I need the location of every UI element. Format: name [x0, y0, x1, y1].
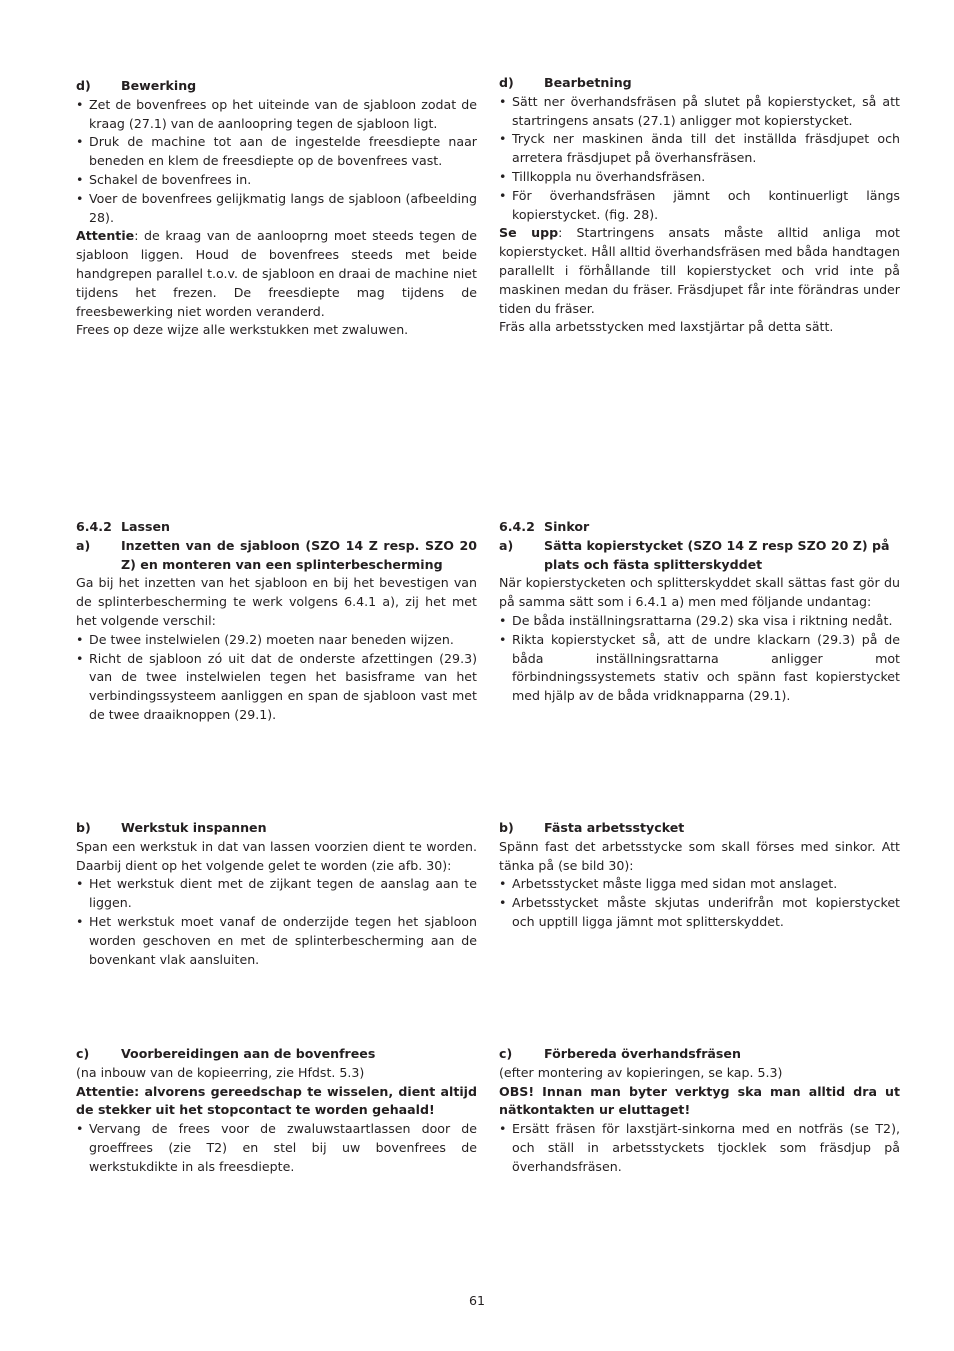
section-number: c) — [76, 1046, 90, 1061]
section-heading — [76, 77, 477, 96]
section-title: Bearbetning — [544, 75, 632, 90]
attention-paragraph — [499, 224, 900, 318]
sv-section-forbereda — [499, 1045, 900, 1177]
list-item: • Druk de machine tot aan de ingestelde freesdiepte naar beneden en klem de freesdiepte op de bovenfrees vast. — [76, 133, 477, 171]
sv-section-bearbetning — [499, 74, 900, 337]
section-title: Lassen — [121, 519, 171, 534]
bullet-list — [499, 612, 900, 706]
subsection-title: Sätta kopierstycket (SZO 14 Z resp SZO 20 Z) på plats och fästa splitterskyddet — [544, 537, 890, 572]
list-item: • Richt de sjabloon zó uit dat de onderste afzettingen (29.3) van de twee instelwielen tegen het basisframe van het verbindingssysteem aanliggen en span de sjabloon vast met de twee draaiknoppen (29.1). — [76, 650, 477, 725]
section-heading — [76, 1045, 477, 1064]
section-number: d) — [499, 75, 514, 90]
list-item: • Ersätt fräsen för laxstjärt-sinkorna med en notfräs (se T2), och ställ in arbetsstyckets tjocklek som fräsdjup på överhandsfräsen. — [499, 1120, 900, 1176]
bullet-list — [76, 631, 477, 725]
section-number: d) — [76, 78, 91, 93]
list-item: • Vervang de frees voor de zwaluwstaartlassen door de groeffrees (zie T2) en stel bij uw bovenfrees de werkstukdikte in als freesdiepte. — [76, 1120, 477, 1176]
list-item: • De båda inställningsrattarna (29.2) ska visa i riktning nedåt. — [499, 612, 900, 631]
subsection-heading — [76, 537, 477, 575]
note-paragraph: (na inbouw van de kopieerring, zie Hfdst. 5.3) — [76, 1064, 365, 1080]
section-number: b) — [76, 820, 91, 835]
warning-paragraph: OBS! Innan man byter verktyg ska man alltid dra ut nätkontakten ur eluttaget! — [499, 1083, 900, 1118]
bullet-list — [76, 875, 477, 969]
intro-paragraph: Ga bij het inzetten van het sjabloon en bij het bevestigen van de splinterbescherming te werk volgens 6.4.1 a), zij het met het volgende verschil: — [76, 575, 477, 628]
subsection-heading — [499, 537, 900, 575]
list-item: • Het werkstuk dient met de zijkant tegen de aanslag aan te liggen. — [76, 875, 477, 913]
section-title: Förbereda överhandsfräsen — [544, 1046, 741, 1061]
bullet-list — [499, 1120, 900, 1176]
attention-label: Se upp — [499, 225, 559, 241]
intro-paragraph: Spänn fast det arbetsstycke som skall förses med sinkor. Att tänka på (se bild 30): — [499, 838, 900, 873]
nl-section-bewerking — [76, 77, 477, 340]
nl-section-werkstuk — [76, 819, 477, 969]
section-title: Fästa arbetsstycket — [544, 820, 685, 835]
intro-paragraph: Span een werkstuk in dat van lassen voorzien dient te worden. Daarbij dient op het volgende gelet te worden (zie afb. 30): — [76, 838, 477, 873]
bullet-list — [76, 96, 477, 228]
nl-section-lassen — [76, 518, 477, 725]
subsection-title: Inzetten van de sjabloon (SZO 14 Z resp. SZO 20 Z) en monteren van een splinterbescherming — [121, 537, 477, 572]
section-heading — [499, 518, 900, 537]
list-item: • För överhandsfräsen jämnt och kontinuerligt längs kopierstycket. (fig. 28). — [499, 187, 900, 225]
section-number: 6.4.2 — [76, 519, 112, 534]
attention-paragraph — [76, 227, 477, 321]
list-item: • Schakel de bovenfrees in. — [76, 171, 477, 190]
section-heading — [499, 74, 900, 93]
nl-section-voorbereidingen — [76, 1045, 477, 1177]
section-title: Sinkor — [544, 519, 590, 534]
section-title: Werkstuk inspannen — [121, 820, 267, 835]
bullet-list — [76, 1120, 477, 1176]
closing-paragraph: Frees op deze wijze alle werkstukken met zwaluwen. — [76, 322, 409, 338]
list-item: • Het werkstuk moet vanaf de onderzijde tegen het sjabloon worden geschoven en met de splinterbescherming aan de bovenkant vlak aansluiten. — [76, 913, 477, 969]
closing-paragraph: Fräs alla arbetsstycken med laxstjärtar på detta sätt. — [499, 319, 834, 335]
section-heading — [76, 518, 477, 537]
attention-text: : Startringens ansats måste alltid anliga mot kopierstycket. Håll alltid överhandsfräsen med båda handtagen parallellt i förhållande till kopierstycket och vrid inte på maskinen medan du fräser. Fräsdjupet får inte förändras under tiden du fräser. — [499, 225, 900, 316]
section-number: b) — [499, 820, 514, 835]
subsection-number: a) — [499, 537, 514, 553]
section-heading — [499, 819, 900, 838]
sv-section-fasta — [499, 819, 900, 932]
intro-paragraph: När kopierstycketen och splitterskyddet skall sättas fast gör du på samma sätt som i 6.4.1 a) men med följande undantag: — [499, 575, 900, 610]
bullet-list — [499, 93, 900, 225]
section-heading — [499, 1045, 900, 1064]
list-item: • Rikta kopierstycket så, att de undre klackarn (29.3) på de båda inställningsrattarna anligger mot förbindningssystemets stativ och spänn fast kopierstycket med hjälp av de båda vridknapparna (29.1). — [499, 631, 900, 706]
list-item: • Arbetsstycket måste skjutas underifrån mot kopierstycket och upptill ligga jämnt mot splitterskyddet. — [499, 894, 900, 932]
warning-paragraph: Attentie: alvorens gereedschap te wisselen, dient altijd de stekker uit het stopcontact te worden gehaald! — [76, 1083, 477, 1118]
section-title: Voorbereidingen aan de bovenfrees — [121, 1046, 376, 1061]
list-item: • Voer de bovenfrees gelijkmatig langs de sjabloon (afbeelding 28). — [76, 190, 477, 228]
section-heading — [76, 819, 477, 838]
list-item: • Arbetsstycket måste ligga med sidan mot anslaget. — [499, 875, 900, 894]
list-item: • Sätt ner överhandsfräsen på slutet på kopierstycket, så att startringens ansats (27.1) anligger mot kopierstycket. — [499, 93, 900, 131]
section-number: c) — [499, 1046, 513, 1061]
attention-label: Attentie — [76, 228, 135, 244]
list-item: • Tryck ner maskinen ända till det inställda fräsdjupet och arretera fräsdjupet på överhansfräsen. — [499, 130, 900, 168]
section-number: 6.4.2 — [499, 519, 535, 534]
section-title: Bewerking — [121, 78, 197, 93]
attention-text: : de kraag van de aanlooprng moet steeds tegen de sjabloon liggen. Houd de bovenfrees steeds met beide handgrepen parallel t.o.v. de sjabloon en draai de machine niet tijdens het frezen. De freesdiepte mag tijdens de freesbewerking niet worden veranderd. — [76, 228, 477, 319]
subsection-number: a) — [76, 537, 91, 553]
list-item: • De twee instelwielen (29.2) moeten naar beneden wijzen. — [76, 631, 477, 650]
note-paragraph: (efter montering av kopieringen, se kap. 5.3) — [499, 1064, 783, 1080]
list-item: • Tillkoppla nu överhandsfräsen. — [499, 168, 900, 187]
page-number: 61 — [468, 1293, 486, 1308]
bullet-list — [499, 875, 900, 931]
sv-section-sinkor — [499, 518, 900, 706]
list-item: • Zet de bovenfrees op het uiteinde van de sjabloon zodat de kraag (27.1) van de aanloopring tegen de sjabloon ligt. — [76, 96, 477, 134]
